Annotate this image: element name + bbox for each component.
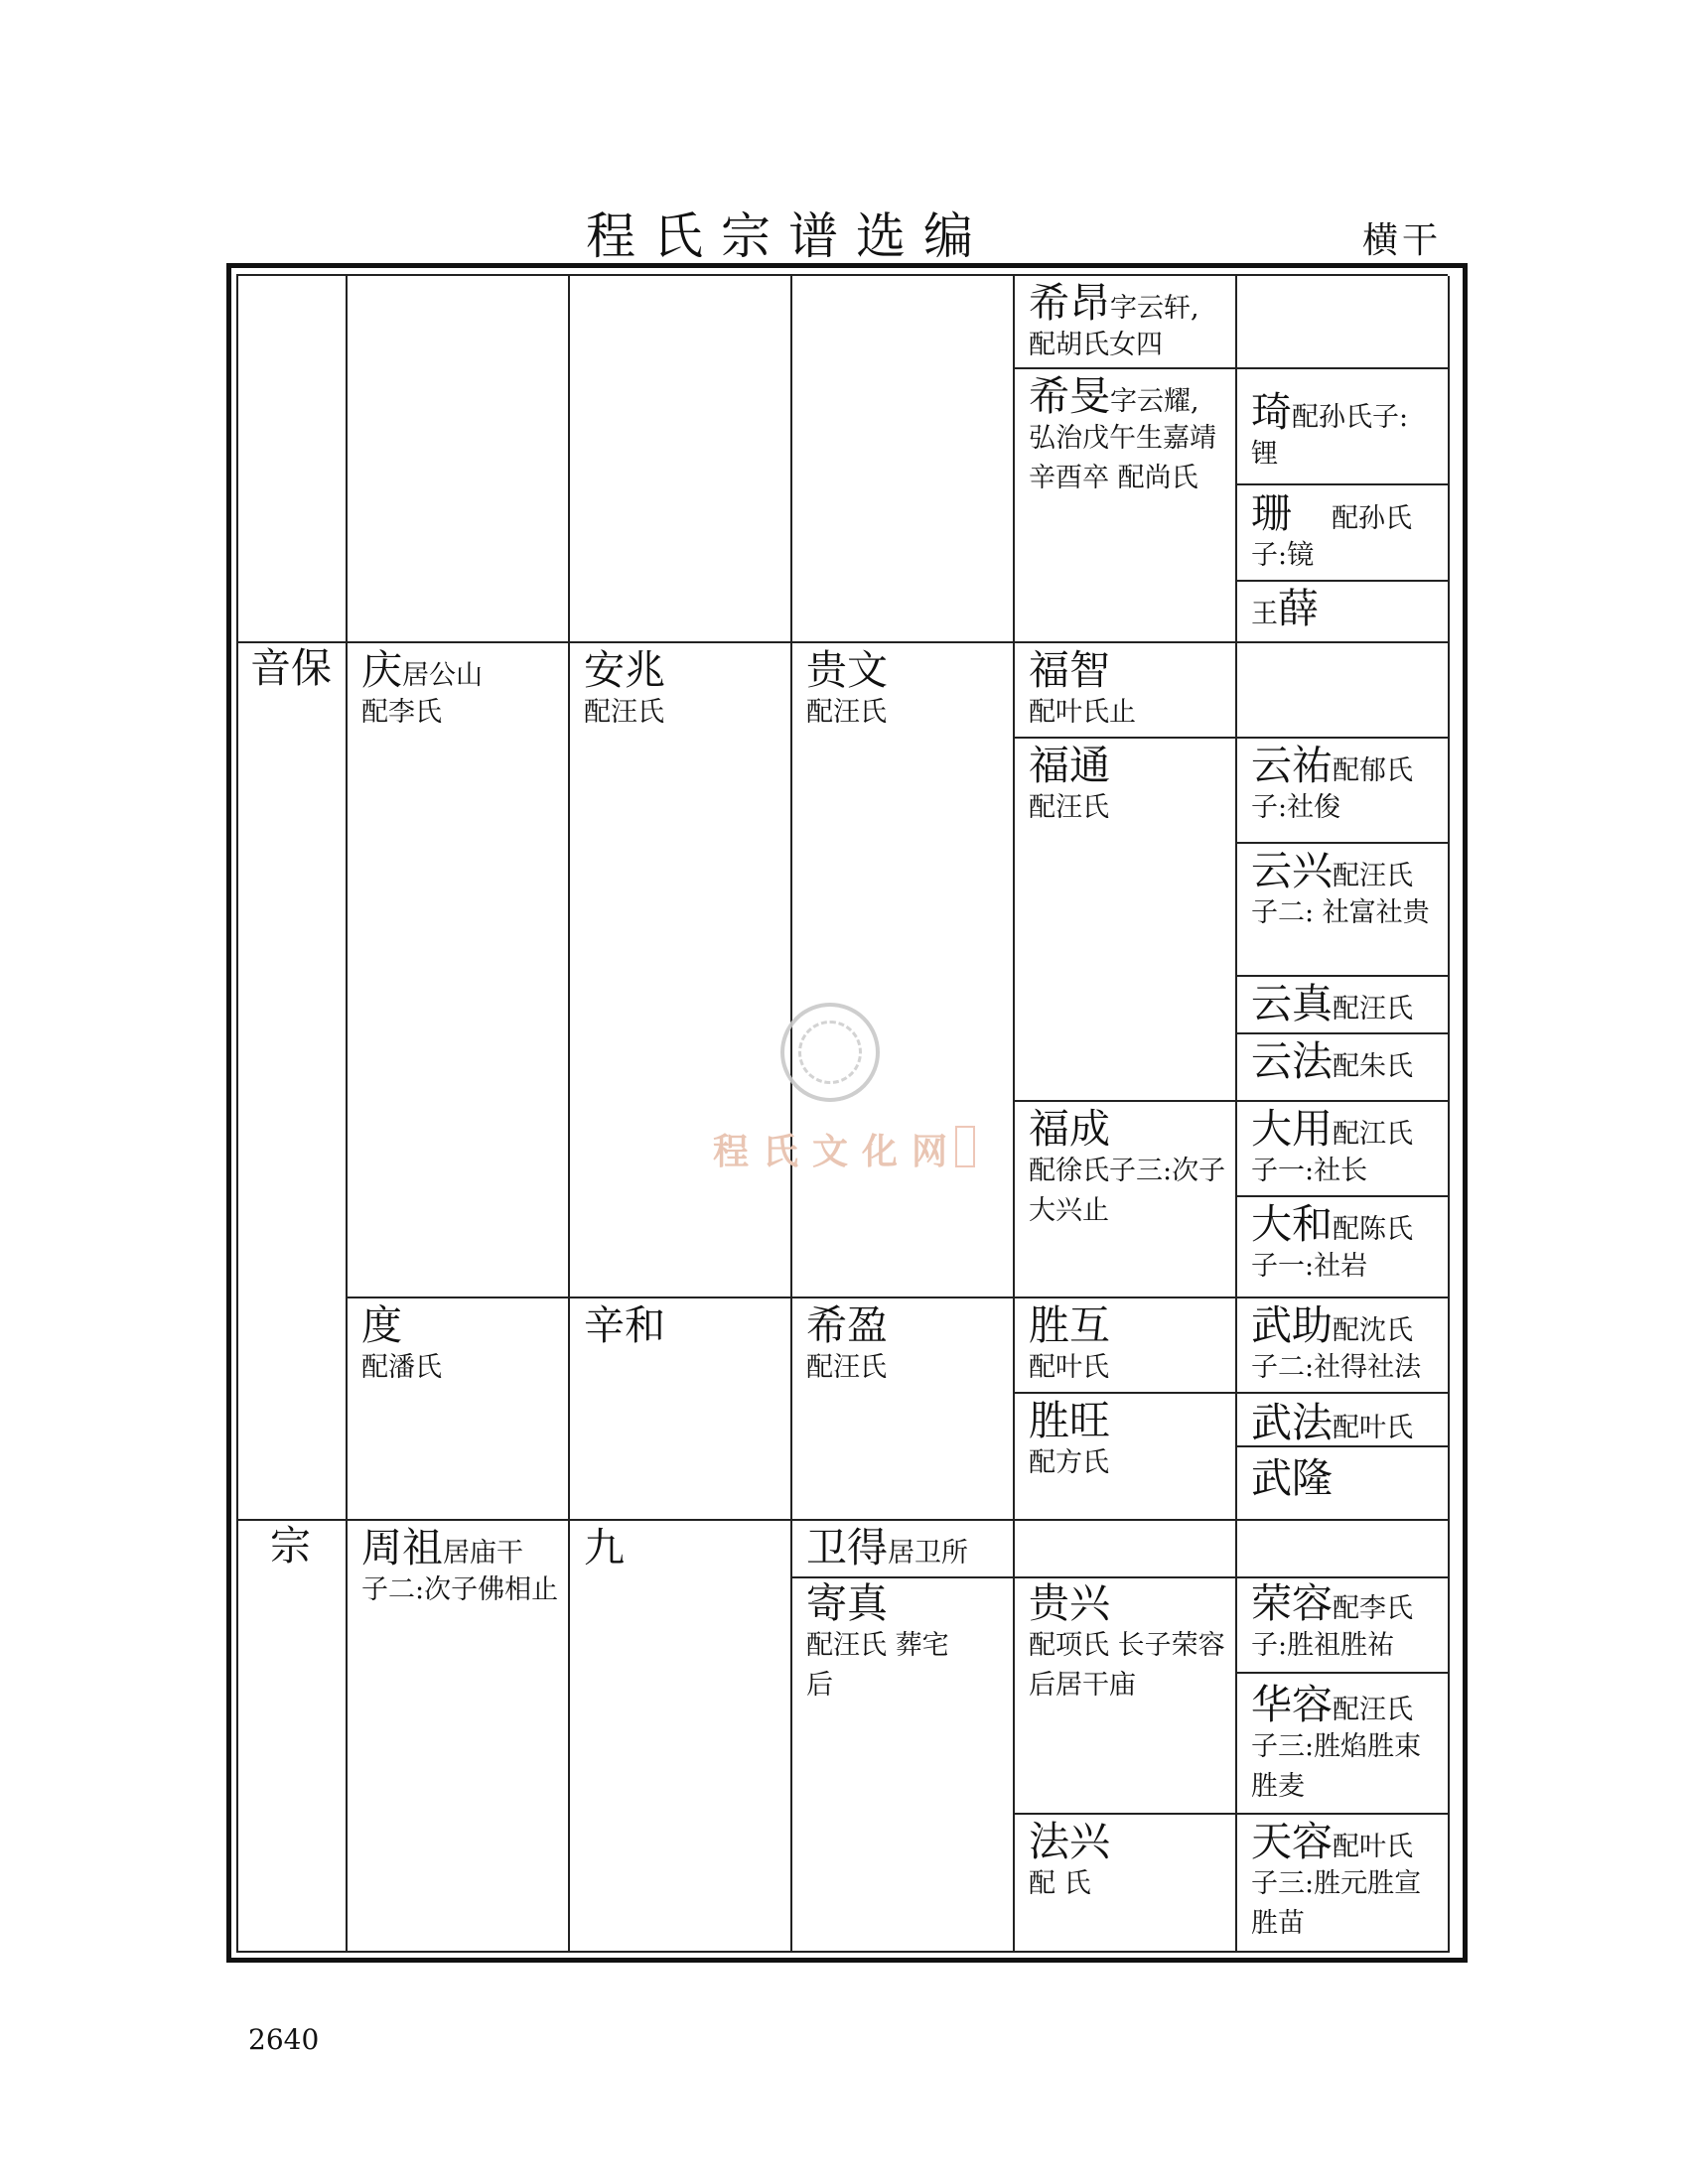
person-name: 胜互 — [1029, 1301, 1110, 1349]
person-note-inline: 配孙氏子: — [1292, 402, 1409, 433]
watermark-stamp-icon — [955, 1126, 975, 1167]
person-name: 福通 — [1029, 742, 1110, 789]
person-name: 云祐 — [1251, 742, 1333, 789]
row-divider — [236, 641, 1448, 643]
person-note: 配项氏 长子荣容后居干庙 — [1029, 1630, 1225, 1701]
person-name: 华容 — [1251, 1681, 1333, 1728]
place-label: 横干 — [1362, 220, 1443, 261]
person-name: 琦 — [1251, 388, 1292, 436]
person-note-inline: 配朱氏 — [1333, 1051, 1413, 1082]
column-divider — [236, 276, 238, 1953]
person-entry — [1029, 1106, 1227, 1231]
column-divider — [568, 276, 570, 1953]
column-divider — [1448, 276, 1450, 1953]
person-note: 锂 — [1251, 439, 1278, 470]
person-entry — [584, 1525, 782, 1570]
row-divider — [1235, 842, 1448, 844]
row-divider — [1235, 975, 1448, 977]
person-entry — [1029, 647, 1227, 733]
person-note: 配叶氏止 — [1029, 697, 1136, 728]
person-note: 配潘氏 — [361, 1352, 442, 1383]
person-name: 武隆 — [1251, 1454, 1333, 1502]
person-note: 子三:胜焰胜束胜麦 — [1251, 1731, 1422, 1802]
person-note: 配胡氏女四 — [1029, 330, 1163, 360]
row-divider — [236, 274, 1448, 276]
person-name: 珊 — [1251, 489, 1292, 537]
person-entry — [1251, 1106, 1445, 1191]
person-name: 荣容 — [1251, 1579, 1333, 1627]
person-name: 武助 — [1251, 1301, 1333, 1349]
person-note: 子一:社长 — [1251, 1156, 1368, 1186]
person-name: 庆 — [361, 646, 402, 694]
person-name: 胜旺 — [1029, 1397, 1110, 1444]
person-name: 九 — [584, 1524, 625, 1571]
person-note-inline: 配叶氏 — [1333, 1832, 1413, 1862]
person-note: 配汪氏 葬宅后 — [806, 1630, 949, 1701]
person-entry — [1251, 1400, 1445, 1445]
person-name: 贵兴 — [1029, 1579, 1110, 1627]
row-divider — [1013, 1100, 1448, 1102]
person-name: 云兴 — [1251, 847, 1333, 894]
row-divider — [1235, 580, 1448, 582]
person-entry — [1029, 1819, 1227, 1904]
watermark-seal-icon — [780, 1003, 880, 1102]
person-note: 子一:社岩 — [1251, 1251, 1368, 1282]
person-note: 配叶氏 — [1029, 1352, 1109, 1383]
person-note-inline: 配李氏 — [1333, 1593, 1413, 1624]
person-name: 法兴 — [1029, 1818, 1110, 1865]
person-entry — [1251, 1580, 1445, 1666]
person-entry — [806, 647, 1005, 733]
person-entry — [806, 1525, 1010, 1570]
person-entry — [806, 1580, 975, 1706]
row-divider — [1013, 1392, 1448, 1394]
person-note: 子:胜祖胜祐 — [1251, 1630, 1395, 1661]
row-divider — [1235, 1195, 1448, 1197]
person-entry — [1251, 1682, 1445, 1807]
row-divider — [346, 1297, 1448, 1298]
person-name: 天容 — [1251, 1818, 1333, 1865]
person-note-inline: 配汪氏 — [1333, 994, 1413, 1024]
person-name: 度 — [361, 1301, 402, 1349]
person-note: 配汪氏 — [1029, 792, 1109, 823]
person-entry — [1251, 848, 1445, 933]
column-divider — [346, 276, 348, 1953]
watermark-text: 程氏文化网 — [713, 1131, 962, 1172]
person-note: 子二:社得社法 — [1251, 1352, 1422, 1383]
person-note-inline: 居卫所 — [888, 1538, 968, 1569]
person-name: 寄真 — [806, 1579, 888, 1627]
person-note-inline: 居庙干 — [443, 1538, 523, 1569]
person-note: 弘治戊午生嘉靖辛酉卒 配尚氏 — [1029, 423, 1216, 493]
person-name: 大用 — [1251, 1105, 1333, 1153]
person-name: 希盈 — [806, 1301, 888, 1349]
column-divider — [1013, 276, 1015, 1953]
person-name: 福智 — [1029, 646, 1110, 694]
person-note-inline: 配孙氏 — [1332, 503, 1412, 534]
column-divider — [1235, 276, 1237, 1953]
page-number: 2640 — [248, 2023, 320, 2056]
page-title: 程氏宗谱选编 — [586, 207, 991, 265]
row-divider — [236, 1951, 1448, 1953]
person-note: 配汪氏 — [806, 1352, 887, 1383]
row-divider — [1235, 1672, 1448, 1674]
person-note-inline: 配陈氏 — [1333, 1214, 1413, 1245]
person-entry — [1029, 1398, 1227, 1483]
person-note: 配 氏 — [1029, 1868, 1091, 1899]
person-entry — [1029, 1302, 1227, 1388]
row-divider — [1013, 1813, 1448, 1815]
person-note: 子:社俊 — [1251, 792, 1341, 823]
person-note: 配汪氏 — [584, 697, 664, 728]
person-entry — [1251, 1819, 1445, 1944]
person-note-inline: 字云轩, — [1110, 293, 1199, 324]
row-divider — [1013, 737, 1448, 739]
person-entry — [1029, 280, 1232, 365]
person-name: 希旻 — [1029, 372, 1110, 420]
person-name: 希昂 — [1029, 279, 1110, 327]
person-note: 配方氏 — [1029, 1447, 1109, 1478]
person-entry — [1251, 1038, 1445, 1084]
person-name: 福成 — [1029, 1105, 1110, 1153]
person-entry — [1251, 1455, 1445, 1501]
person-name: 辛和 — [584, 1301, 665, 1349]
person-entry — [1251, 981, 1445, 1026]
person-entry — [1251, 586, 1445, 631]
person-note-inline: 配叶氏 — [1333, 1413, 1413, 1443]
person-note-inline: 配沈氏 — [1333, 1315, 1413, 1346]
person-name: 云法 — [1251, 1037, 1333, 1085]
person-entry — [361, 1525, 565, 1610]
person-entry — [1251, 1201, 1445, 1287]
person-entry — [584, 647, 782, 733]
person-entry — [1251, 490, 1445, 576]
person-entry — [1029, 1580, 1227, 1706]
row-divider — [790, 1576, 1448, 1578]
person-note-inline: 字云耀, — [1110, 386, 1199, 417]
person-name: 贵文 — [806, 646, 888, 694]
person-prefix: 王 — [1251, 599, 1278, 629]
person-entry — [806, 1302, 1005, 1388]
person-note-inline: 配汪氏 — [1333, 1695, 1413, 1725]
person-entry — [1029, 373, 1227, 498]
row-divider — [236, 1519, 1448, 1521]
generation-label: 宗 — [270, 1522, 311, 1570]
person-note-inline: 配江氏 — [1333, 1119, 1413, 1150]
person-entry — [1029, 743, 1227, 828]
person-note-inline: 配汪氏 — [1333, 861, 1413, 891]
person-note-inline: 配郁氏 — [1333, 755, 1413, 786]
person-note: 配汪氏 — [806, 697, 887, 728]
person-name: 大和 — [1251, 1200, 1333, 1248]
person-note: 子二:次子佛相止 — [361, 1574, 559, 1605]
row-divider — [1235, 483, 1448, 485]
person-note: 配李氏 — [361, 697, 442, 728]
person-name: 云真 — [1251, 980, 1333, 1027]
person-entry — [361, 1302, 560, 1388]
person-name: 安兆 — [584, 646, 665, 694]
row-divider — [1235, 1032, 1448, 1034]
person-note: 配徐氏子三:次子大兴止 — [1029, 1156, 1226, 1226]
person-note-inline: 居公山 — [402, 660, 483, 691]
generation-label: 音保 — [250, 644, 332, 692]
person-entry — [1251, 1302, 1445, 1388]
person-entry — [1251, 389, 1445, 475]
person-name: 薛 — [1278, 585, 1319, 632]
person-entry — [361, 647, 560, 733]
person-note: 子三:胜元胜宣胜苗 — [1251, 1868, 1422, 1939]
person-name: 卫得 — [806, 1524, 888, 1571]
person-name: 武法 — [1251, 1399, 1333, 1446]
column-divider — [790, 276, 792, 1953]
person-note: 子:镜 — [1251, 540, 1315, 571]
person-entry — [1251, 743, 1445, 828]
person-note: 子二: 社富社贵 — [1251, 897, 1430, 928]
person-entry — [584, 1302, 782, 1348]
row-divider — [1013, 367, 1448, 369]
person-name: 周祖 — [361, 1524, 443, 1571]
